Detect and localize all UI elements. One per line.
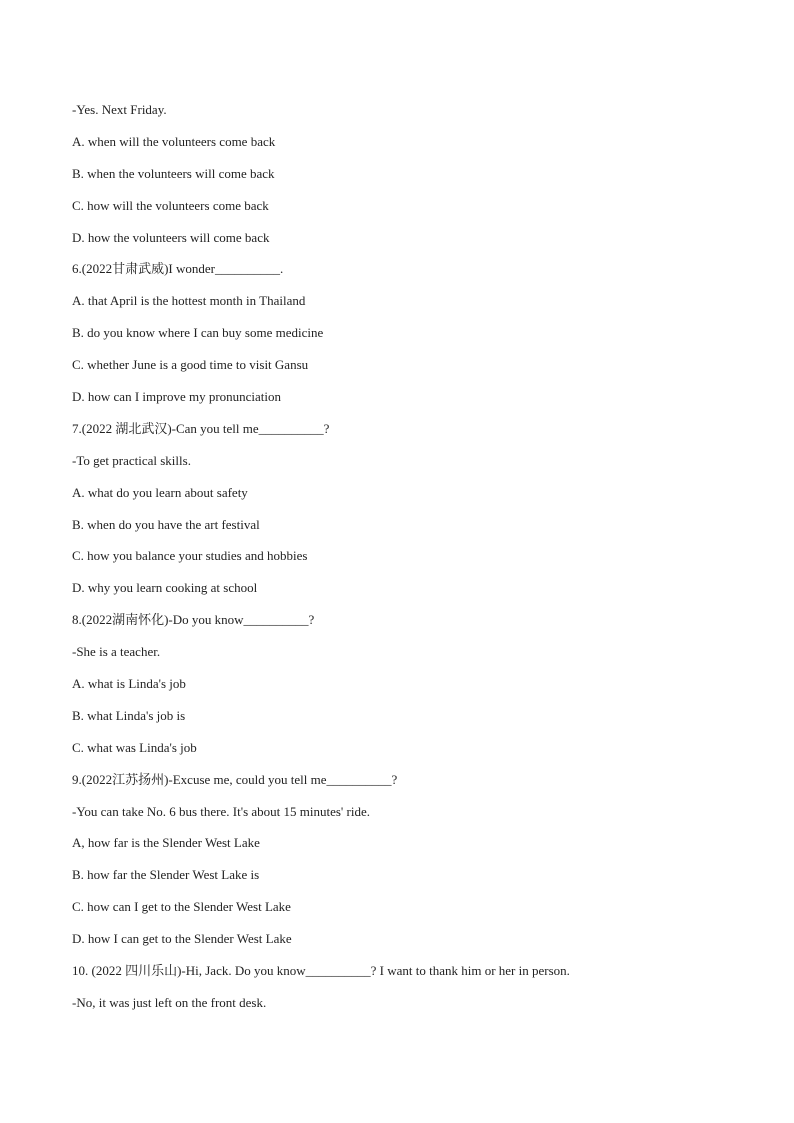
- option-b: B. do you know where I can buy some medicine: [72, 325, 324, 341]
- answer-line: -You can take No. 6 bus there. It's about 15 minutes' ride.: [72, 803, 370, 819]
- question-text: [72, 100, 732, 1025]
- question-8: 8.(2022湖南怀化)-Do you know__________?: [72, 612, 315, 628]
- option-a: A. when will the volunteers come back: [72, 133, 276, 149]
- option-b: B. how far the Slender West Lake is: [72, 867, 260, 883]
- question-10: 10. (2022 四川乐山)-Hi, Jack. Do you know__________? I want to thank him or her in person.: [72, 963, 570, 979]
- option-c: C. whether June is a good time to visit Gansu: [72, 357, 309, 373]
- question-6: 6.(2022甘肃武威)I wonder__________.: [72, 261, 284, 277]
- option-b: B. when do you have the art festival: [72, 516, 260, 532]
- option-a: A. what do you learn about safety: [72, 484, 248, 500]
- option-d: D. why you learn cooking at school: [72, 580, 258, 596]
- answer-line: -Yes. Next Friday.: [72, 102, 167, 117]
- option-a: A, how far is the Slender West Lake: [72, 835, 260, 851]
- question-9: 9.(2022江苏扬州)-Excuse me, could you tell me__________?: [72, 771, 398, 787]
- option-b: B. what Linda's job is: [72, 707, 186, 723]
- option-d: D. how the volunteers will come back: [72, 229, 270, 245]
- option-c: C. how you balance your studies and hobbies: [72, 548, 308, 564]
- option-d: D. how can I improve my pronunciation: [72, 389, 282, 405]
- option-d: D. how I can get to the Slender West Lake: [72, 931, 292, 947]
- option-b: B. when the volunteers will come back: [72, 165, 275, 181]
- question-7: 7.(2022 湖北武汉)-Can you tell me__________?: [72, 420, 330, 436]
- option-c: C. how can I get to the Slender West Lake: [72, 899, 291, 915]
- answer-line: -No, it was just left on the front desk.: [72, 994, 267, 1010]
- option-c: C. how will the volunteers come back: [72, 197, 269, 213]
- option-a: A. that April is the hottest month in Thailand: [72, 293, 306, 309]
- option-c: C. what was Linda's job: [72, 739, 197, 755]
- answer-line: -To get practical skills.: [72, 452, 191, 468]
- answer-line: -She is a teacher.: [72, 644, 161, 660]
- option-a: A. what is Linda's job: [72, 676, 186, 692]
